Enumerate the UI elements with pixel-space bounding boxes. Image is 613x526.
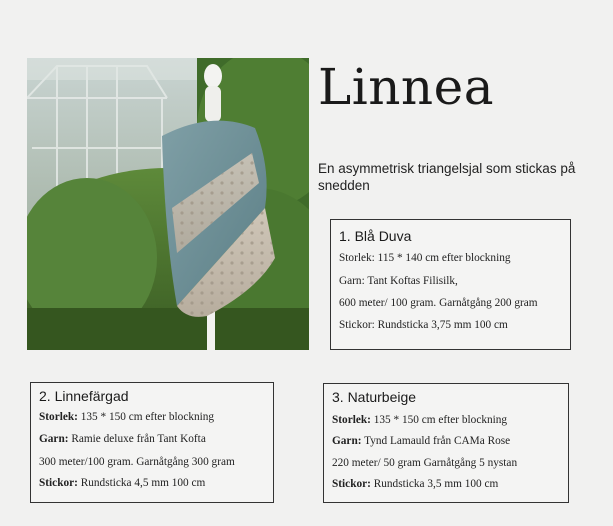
variant-box-bla-duva (330, 219, 571, 350)
yarn-line: Garn: Tant Koftas Filisilk, (339, 275, 458, 287)
subtitle: En asymmetrisk triangelsjal som stickas på snedden (318, 161, 576, 193)
yardage-line: 600 meter/ 100 gram. Garnåtgång 200 gram (339, 297, 538, 309)
yardage-line: 220 meter/ 50 gram Garnåtgång 5 nystan (332, 457, 518, 469)
size-line: Storlek: 135 * 150 cm efter blockning (39, 411, 215, 423)
variant-box-naturbeige (323, 383, 569, 503)
page-title: Linnea (318, 58, 494, 116)
yarn-line: Garn: Ramie deluxe från Tant Kofta (39, 433, 206, 445)
shawl-on-mannequin-photo (27, 58, 309, 350)
needles-line: Stickor: Rundsticka 3,5 mm 100 cm (332, 478, 499, 490)
yardage-line: 300 meter/100 gram. Garnåtgång 300 gram (39, 456, 235, 468)
yarn-line: Garn: Tynd Lamauld från CAMa Rose (332, 435, 511, 447)
shawl-photo (27, 58, 309, 350)
variant-heading: 2. Linnefärgad (39, 388, 129, 404)
variant-box-linnefargad (30, 382, 274, 503)
needles-line: Stickor: Rundsticka 3,75 mm 100 cm (339, 319, 508, 331)
variant-heading: 1. Blå Duva (339, 228, 412, 244)
variant-heading: 3. Naturbeige (332, 389, 417, 405)
size-line: Storlek: 115 * 140 cm efter blockning (339, 252, 511, 264)
needles-line: Stickor: Rundsticka 4,5 mm 100 cm (39, 477, 206, 489)
size-line: Storlek: 135 * 150 cm efter blockning (332, 414, 508, 426)
